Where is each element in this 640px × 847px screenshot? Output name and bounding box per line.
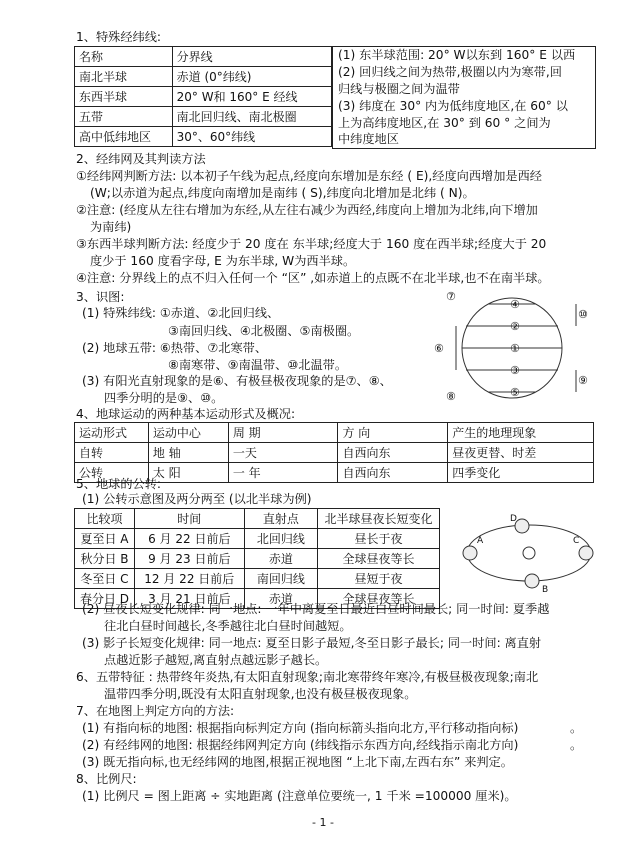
latitude-zones-diagram bbox=[428, 284, 596, 412]
table-row bbox=[75, 107, 332, 127]
table-cell: 南回归线 bbox=[244, 569, 318, 589]
zone-label: ⑥ bbox=[434, 342, 444, 355]
text-line: 温带四季分明,既没有太阳直射现象,也没有极昼极夜现象。 bbox=[104, 687, 417, 701]
text-line: 往北白昼时间越长,冬季越往北白昼时间越短。 bbox=[104, 619, 352, 633]
table-row bbox=[75, 549, 440, 569]
zone-label: ⑩ bbox=[578, 308, 588, 321]
table-cell: 太 阳 bbox=[148, 463, 228, 483]
text-line: 为南纬) bbox=[90, 220, 132, 234]
zone-label: ④ bbox=[510, 298, 520, 311]
table-row bbox=[75, 529, 440, 549]
table-cell: 一 年 bbox=[228, 463, 338, 483]
table-row bbox=[75, 127, 332, 147]
section-5-title: 5、地球的公转: bbox=[76, 477, 161, 491]
text-line: 度少于 160 度看字母, E 为东半球, W为西半球。 bbox=[90, 254, 356, 268]
table-cell: 冬至日 C bbox=[75, 569, 135, 589]
text-line: 四季分明的是⑨、⑩。 bbox=[104, 391, 224, 405]
table-cell: 12 月 22 日前后 bbox=[134, 569, 244, 589]
table-cell: 周 期 bbox=[228, 423, 338, 443]
earth-position bbox=[463, 546, 477, 560]
text-line: ③东西半球判断方法: 经度少于 20 度在 东半球;经度大于 160 度在西半球;经度大于 20 bbox=[76, 237, 547, 251]
table-row bbox=[75, 67, 332, 87]
orbit-diagram bbox=[458, 508, 600, 598]
earth-position bbox=[515, 519, 529, 533]
text-line: (3) 既无指向标,也无经纬网的地图,根据正视地图 “上北下南,左西右东” 来判定。 bbox=[82, 755, 513, 769]
table-cell: 自转 bbox=[75, 443, 149, 463]
section-1-title: 1、特殊经纬线: bbox=[76, 30, 161, 44]
table-cell: 比较项 bbox=[75, 509, 135, 529]
text-line: ③南回归线、④北极圈、⑤南极圈。 bbox=[168, 324, 360, 338]
note-line: 上为高纬度地区,在 30° 到 60 ° 之间为 bbox=[338, 116, 551, 130]
text-line: (3) 有阳光直射现象的是⑥、有极昼极夜现象的是⑦、⑧、 bbox=[82, 374, 392, 388]
solstice-equinox-table bbox=[74, 508, 440, 609]
zone-label: ⑦ bbox=[446, 290, 456, 303]
text-line: (3) 影子长短变化规律: 同一地点: 夏至日影子最短,冬至日影子最长; 同一时间: 离直射 bbox=[82, 636, 542, 650]
table-cell: 昼夜更替、时差 bbox=[448, 443, 594, 463]
orbit-label: D bbox=[510, 514, 517, 524]
table-row bbox=[75, 87, 332, 107]
table-cell: 20° W和 160° E 经线 bbox=[172, 87, 331, 107]
text-line: (1) 特殊纬线: ①赤道、②北回归线、 bbox=[82, 306, 280, 320]
table-cell: 南北半球 bbox=[75, 67, 173, 87]
text-line: 。 bbox=[570, 738, 583, 752]
page-number: - 1 - bbox=[312, 816, 334, 829]
section-3-title: 3、识图: bbox=[76, 290, 125, 304]
table-cell: 东西半球 bbox=[75, 87, 173, 107]
table-cell: 运动形式 bbox=[75, 423, 149, 443]
table-cell: 3 月 21 日前后 bbox=[134, 589, 244, 609]
table-cell: 昼短于夜 bbox=[318, 569, 440, 589]
table-cell: 9 月 23 日前后 bbox=[134, 549, 244, 569]
table-cell: 公转 bbox=[75, 463, 149, 483]
note-line: (3) 纬度在 30° 内为低纬度地区,在 60° 以 bbox=[338, 99, 568, 113]
table-cell: 昼长于夜 bbox=[318, 529, 440, 549]
text-line: 6、五带特征 : 热带终年炎热,有太阳直射现象;南北寒带终年寒冷,有极昼极夜现象;南北 bbox=[76, 670, 539, 684]
table-cell: 五带 bbox=[75, 107, 173, 127]
sun-icon bbox=[523, 547, 535, 559]
zone-label: ③ bbox=[510, 364, 520, 377]
text-line: ⑧南寒带、⑨南温带、⑩北温带。 bbox=[168, 358, 348, 372]
table-cell: 赤道 (0°纬线) bbox=[172, 67, 331, 87]
table-cell: 自西向东 bbox=[338, 443, 448, 463]
note-line: (1) 东半球范围: 20° W以东到 160° E 以西 bbox=[338, 48, 576, 62]
text-line: ②注意: (经度从左往右增加为东经,从左往右减少为西经,纬度向上增加为北纬,向下增加 bbox=[76, 203, 538, 217]
earth-motion-table bbox=[74, 422, 594, 483]
subheading: (1) 公转示意图及两分两至 (以北半球为例) bbox=[82, 492, 312, 506]
table-row bbox=[75, 443, 594, 463]
note-line: 归线与极圈之间为温带 bbox=[338, 82, 460, 96]
earth-position bbox=[579, 546, 593, 560]
section-4-title: 4、地球运动的两种基本运动形式及概况: bbox=[76, 407, 296, 421]
orbit-label: B bbox=[542, 585, 549, 595]
table-cell: 分界线 bbox=[172, 47, 331, 67]
table-cell: 运动中心 bbox=[148, 423, 228, 443]
table-cell: 赤道 bbox=[244, 549, 318, 569]
table-cell: 北半球昼夜长短变化 bbox=[318, 509, 440, 529]
section-7-title: 7、在地图上判定方向的方法: bbox=[76, 704, 235, 718]
table-row bbox=[75, 47, 332, 67]
table-cell: 春分日 D bbox=[75, 589, 135, 609]
table-cell: 30°、60°纬线 bbox=[172, 127, 331, 147]
text-line: (W;以赤道为起点,纬度向南增加是南纬 ( S),纬度向北增加是北纬 ( N)。 bbox=[90, 186, 475, 200]
table-cell: 方 向 bbox=[338, 423, 448, 443]
zone-label: ② bbox=[510, 320, 520, 333]
table-cell: 自西向东 bbox=[338, 463, 448, 483]
table-cell: 名称 bbox=[75, 47, 173, 67]
boundary-table bbox=[74, 46, 332, 147]
table-cell: 高中低纬地区 bbox=[75, 127, 173, 147]
zone-label: ⑤ bbox=[510, 386, 520, 399]
text-line: (1) 比例尺 = 图上距离 ÷ 实地距离 (注意单位要统一, 1 千米 =100000 厘米)。 bbox=[82, 789, 517, 803]
section-8-title: 8、比例尺: bbox=[76, 772, 137, 786]
text-line: ④注意: 分界线上的点不归入任何一个 “区” ,如赤道上的点既不在北半球,也不在南半球。 bbox=[76, 271, 550, 285]
table-cell: 全球昼夜等长 bbox=[318, 589, 440, 609]
text-line: (1) 有指向标的地图: 根据指向标判定方向 (指向标箭头指向北方,平行移动指向标) bbox=[82, 721, 519, 735]
table-cell: 时间 bbox=[134, 509, 244, 529]
table-cell: 全球昼夜等长 bbox=[318, 549, 440, 569]
text-line: (2) 昼夜长短变化规律: 同一地点: 一年中离夏至日最近白昼时间最长; 同一时间: 夏季越 bbox=[82, 602, 550, 616]
table-cell: 地 轴 bbox=[148, 443, 228, 463]
table-row bbox=[75, 509, 440, 529]
text-line: 点越近影子越短,离直射点越远影子越长。 bbox=[104, 653, 328, 667]
table-cell: 南北回归线、南北极圈 bbox=[172, 107, 331, 127]
zone-label: ① bbox=[510, 342, 520, 355]
text-line: ①经纬网判断方法: 以本初子午线为起点,经度向东增加是东经 ( E),经度向西增加是西经 bbox=[76, 169, 542, 183]
table-cell: 夏至日 A bbox=[75, 529, 135, 549]
table-cell: 产生的地理现象 bbox=[448, 423, 594, 443]
zone-label: ⑧ bbox=[446, 390, 456, 403]
table-cell: 直射点 bbox=[244, 509, 318, 529]
orbit-label: C bbox=[573, 536, 580, 546]
table-cell: 秋分日 B bbox=[75, 549, 135, 569]
text-line: (2) 有经纬网的地图: 根据经纬网判定方向 (纬线指示东西方向,经线指示南北方向) bbox=[82, 738, 519, 752]
earth-position bbox=[525, 574, 539, 588]
text-line: (2) 地球五带: ⑥热带、⑦北寒带、 bbox=[82, 341, 268, 355]
note-line: 中纬度地区 bbox=[338, 132, 399, 146]
table-cell: 赤道 bbox=[244, 589, 318, 609]
section-2-title: 2、经纬网及其判读方法 bbox=[76, 152, 206, 166]
table-cell: 一天 bbox=[228, 443, 338, 463]
note-line: (2) 回归线之间为热带,极圈以内为寒带,回 bbox=[338, 65, 562, 79]
table-cell: 四季变化 bbox=[448, 463, 594, 483]
zone-label: ⑨ bbox=[578, 374, 588, 387]
table-cell: 北回归线 bbox=[244, 529, 318, 549]
text-line: 。 bbox=[570, 721, 583, 735]
table-row bbox=[75, 423, 594, 443]
table-cell: 6 月 22 日前后 bbox=[134, 529, 244, 549]
orbit-label: A bbox=[477, 536, 484, 546]
table-row bbox=[75, 569, 440, 589]
